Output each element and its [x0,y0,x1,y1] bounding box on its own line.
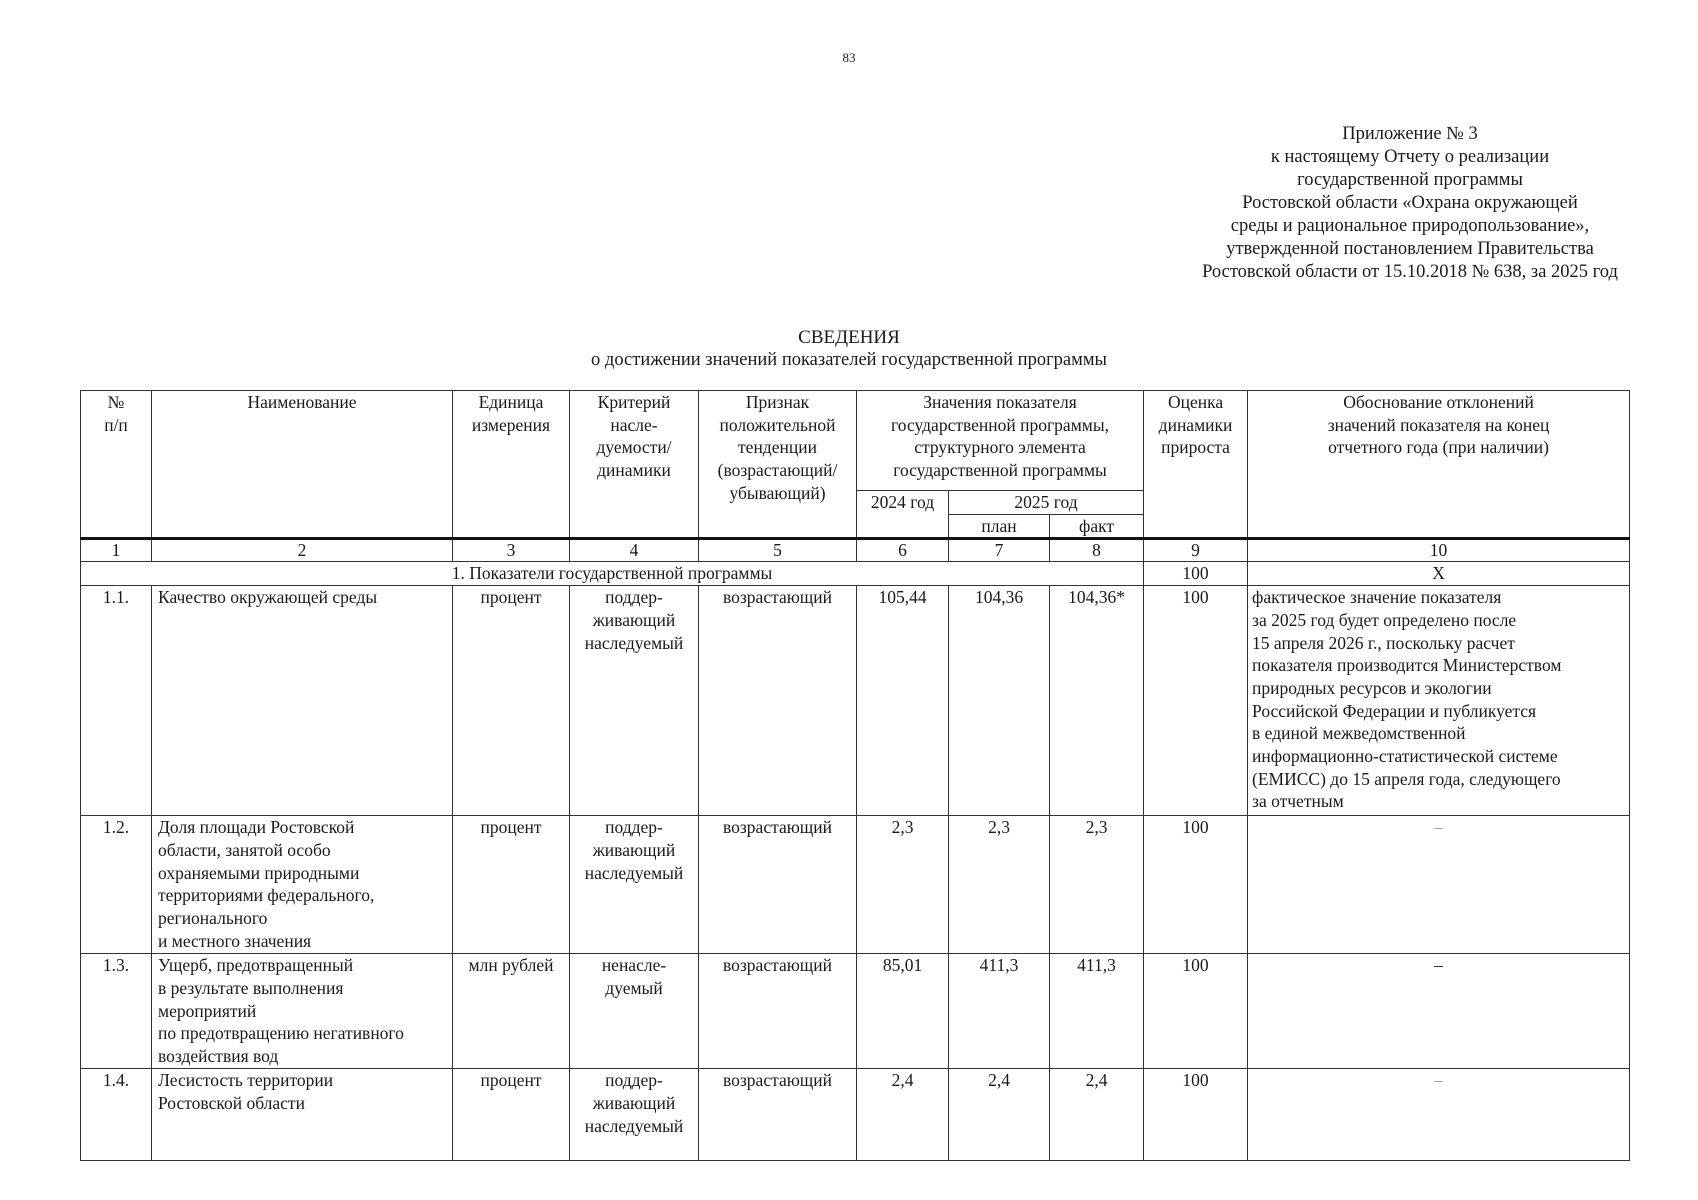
row-trend: возрастающий [699,816,857,954]
document-subtitle: о достижении значений показателей государственной программы [591,350,1107,370]
row-unit: млн рублей [453,954,570,1069]
section-growth: 100 [1144,562,1248,586]
row-criterion: поддер- живающий наследуемый [570,816,699,954]
row-num: 1.3. [81,954,152,1069]
header-criterion: Критерий насле- дуемости/ динамики [570,391,699,539]
row-plan: 2,4 [949,1069,1050,1161]
appendix-line: Приложение № 3 [1342,124,1478,144]
row-plan: 2,3 [949,816,1050,954]
header-trend: Признак положительной тенденции (возрастающий/ убывающий) [699,391,857,539]
row-justification: фактическое значение показателя за 2025 год будет определено после 15 апреля 2026 г., поскольку расчет показателя производится Министерством природных ресурсов и экологии Российской Федерации и публикуется в единой межведомственной информационно-статистической системе (ЕМИСС) до 15 апреля года, следующего за отчетным [1248,586,1630,816]
row-name: Лесистость территории Ростовской области [152,1069,453,1161]
header-justification: Обоснование отклонений значений показателя на конец отчетного года (при наличии) [1248,391,1630,539]
appendix-line: Ростовской области от 15.10.2018 № 638, за 2025 год [1202,262,1618,282]
header-year-curr: 2025 год [949,491,1144,515]
section-title: 1. Показатели государственной программы [81,562,1144,586]
row-justification: – [1248,954,1630,1069]
column-number: 9 [1144,539,1248,562]
column-number: 7 [949,539,1050,562]
row-growth: 100 [1144,816,1248,954]
header-num: № п/п [81,391,152,539]
column-number: 3 [453,539,570,562]
row-justification: – [1248,816,1630,954]
document-title: СВЕДЕНИЯ [798,327,900,348]
column-number: 4 [570,539,699,562]
row-fact: 411,3 [1050,954,1144,1069]
appendix-line: Ростовской области «Охрана окружающей [1242,193,1578,213]
row-name: Ущерб, предотвращенный в результате выполнения мероприятий по предотвращению негативного воздействия вод [152,954,453,1069]
column-number: 5 [699,539,857,562]
column-number: 2 [152,539,453,562]
header-plan: план [949,514,1050,539]
header-values: Значения показателя государственной программы, структурного элемента государственной программы [857,391,1144,491]
row-name: Доля площади Ростовской области, занятой особо охраняемыми природными территориями федерального, регионального и местного значения [152,816,453,954]
table-row [81,954,1630,1069]
row-value-2024: 85,01 [857,954,949,1069]
column-number: 8 [1050,539,1144,562]
column-number: 6 [857,539,949,562]
row-value-2024: 105,44 [857,586,949,816]
row-trend: возрастающий [699,586,857,816]
table-row [81,1069,1630,1161]
appendix-line: государственной программы [1297,170,1523,190]
table-row [81,586,1630,816]
page-number: 83 [842,50,856,65]
header-row-1 [81,391,1630,491]
row-unit: процент [453,816,570,954]
table-row [81,816,1630,954]
row-num: 1.1. [81,586,152,816]
section-justification: Х [1248,562,1630,586]
section-row [81,562,1630,586]
header-growth: Оценка динамики прироста [1144,391,1248,539]
row-growth: 100 [1144,1069,1248,1161]
header-fact: факт [1050,514,1144,539]
row-unit: процент [453,1069,570,1161]
row-criterion: поддер- живающий наследуемый [570,586,699,816]
row-trend: возрастающий [699,954,857,1069]
row-trend: возрастающий [699,1069,857,1161]
header-unit: Единица измерения [453,391,570,539]
row-plan: 104,36 [949,586,1050,816]
header-name: Наименование [152,391,453,539]
indicators-table [80,390,1630,1161]
row-justification: – [1248,1069,1630,1161]
row-value-2024: 2,4 [857,1069,949,1161]
row-criterion: ненасле- дуемый [570,954,699,1069]
row-growth: 100 [1144,954,1248,1069]
appendix-line: среды и рациональное природопользование», [1230,216,1590,236]
column-numbers-row [81,539,1630,562]
appendix-line: к настоящему Отчету о реализации [1270,147,1550,167]
row-growth: 100 [1144,586,1248,816]
column-number: 1 [81,539,152,562]
row-fact: 2,3 [1050,816,1144,954]
appendix-line: утвержденной постановлением Правительства [1226,239,1594,259]
row-num: 1.2. [81,816,152,954]
row-num: 1.4. [81,1069,152,1161]
row-plan: 411,3 [949,954,1050,1069]
column-number: 10 [1248,539,1630,562]
row-fact: 104,36* [1050,586,1144,816]
row-value-2024: 2,3 [857,816,949,954]
appendix-note [1160,123,1660,284]
header-year-prev: 2024 год [857,491,949,539]
row-fact: 2,4 [1050,1069,1144,1161]
row-name: Качество окружающей среды [152,586,453,816]
row-unit: процент [453,586,570,816]
row-criterion: поддер- живающий наследуемый [570,1069,699,1161]
